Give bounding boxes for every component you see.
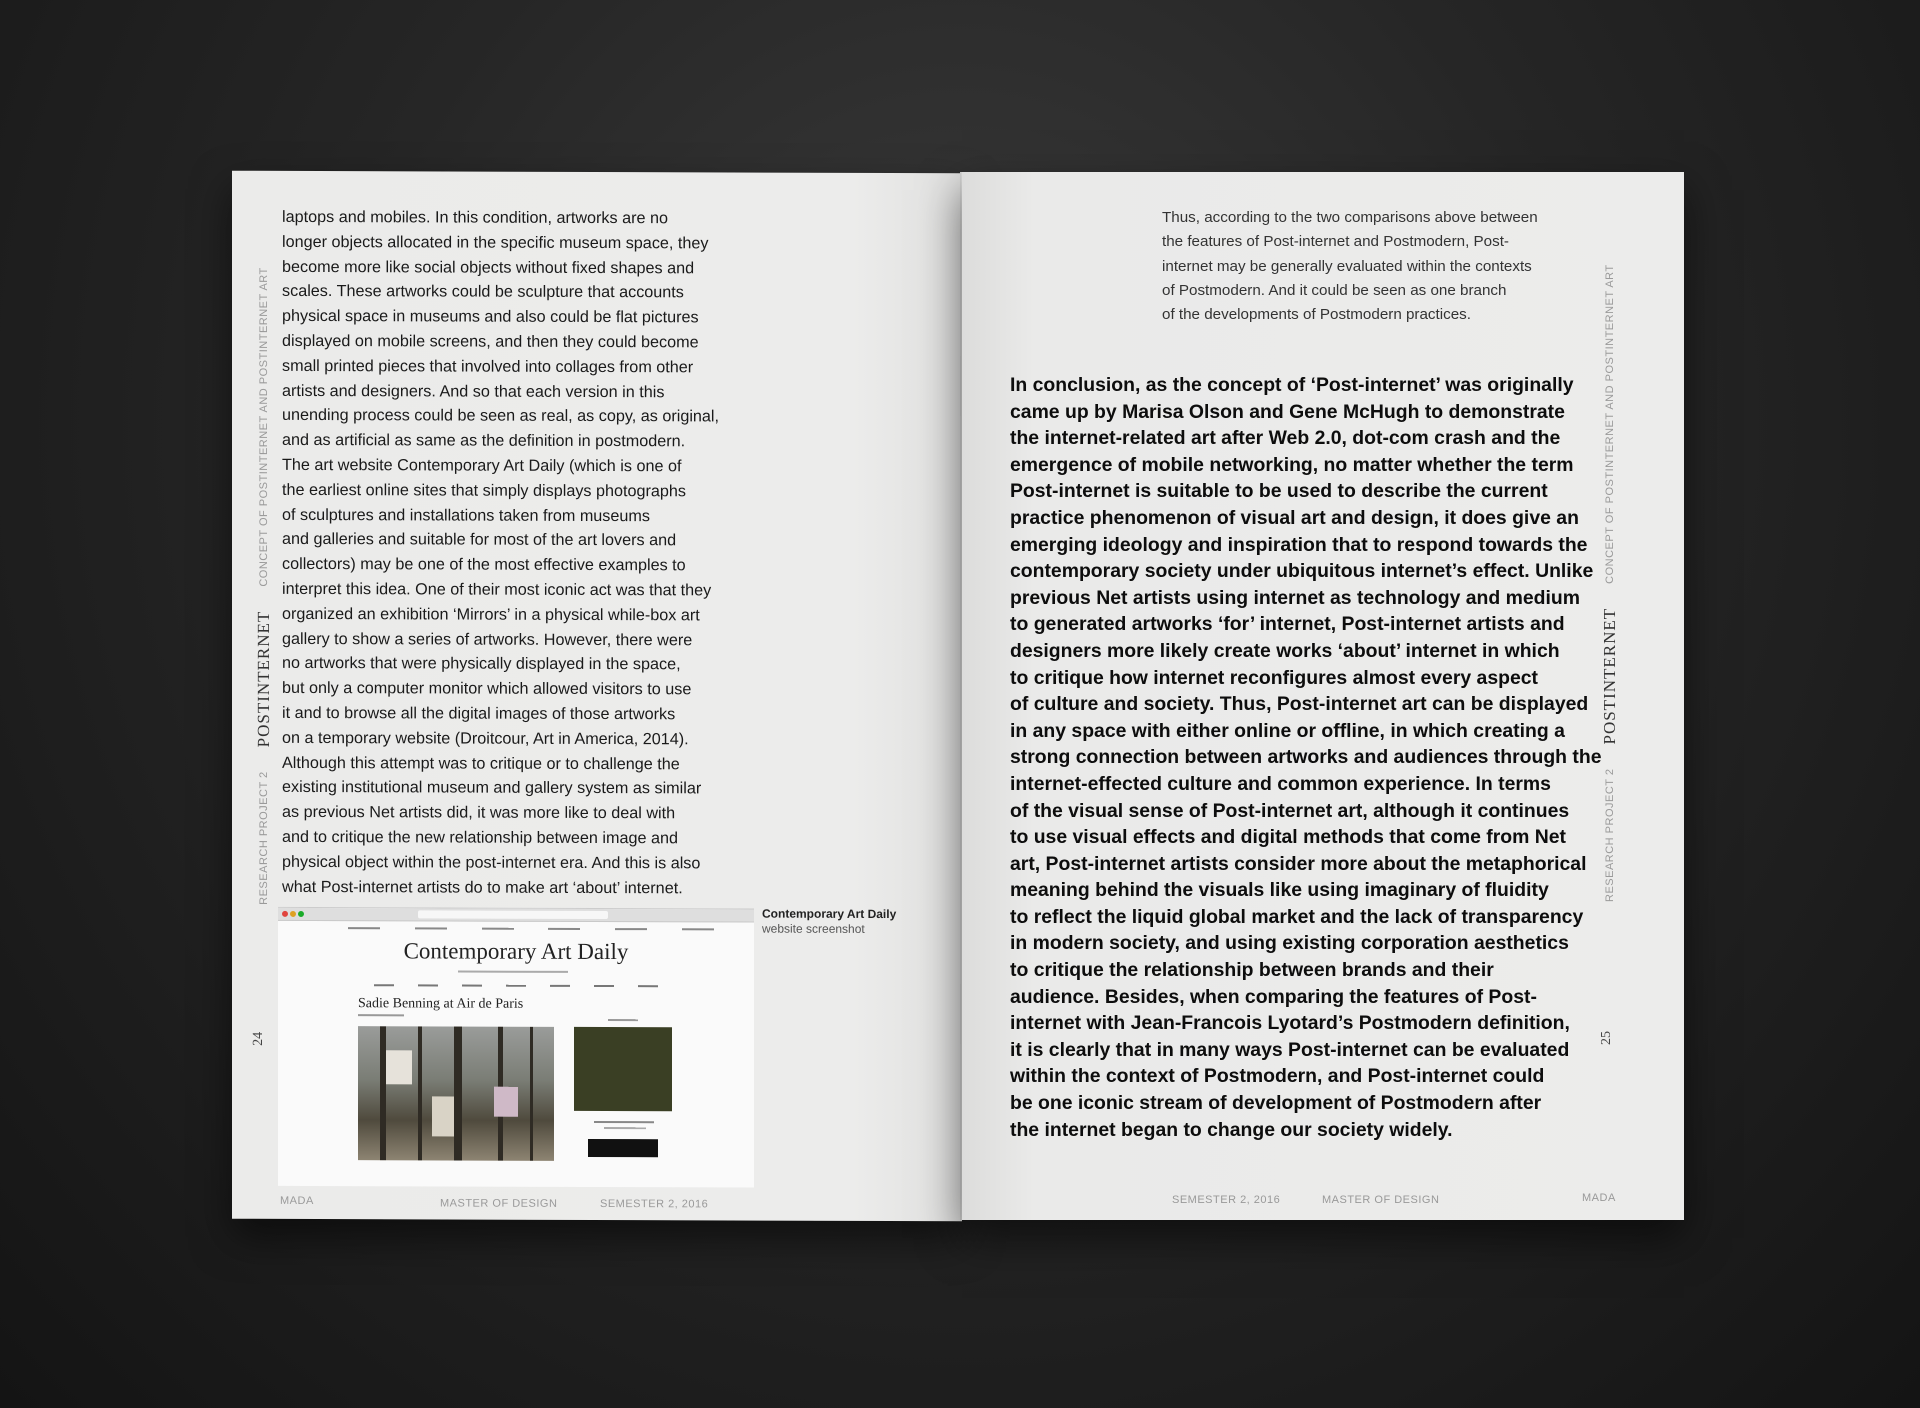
staple bbox=[960, 984, 965, 1044]
page-number: 25 bbox=[1599, 1031, 1614, 1045]
left-sidebar bbox=[254, 267, 274, 905]
left-page bbox=[232, 171, 962, 1222]
website-screenshot bbox=[278, 907, 754, 1188]
post-image bbox=[358, 1026, 554, 1161]
footer-mada: MADA bbox=[280, 1194, 314, 1208]
sidebar-project: RESEARCH PROJECT 2 bbox=[258, 771, 270, 905]
intro-text: Thus, according to the two comparisons above between the features of Post-internet and Postmodern, Post- internet may be generally evaluated within the contexts of Postmodern. And it could be seen as one branch of the developments of Postmodern practices. bbox=[1162, 209, 1538, 324]
caption-sub: website screenshot bbox=[762, 921, 865, 936]
ad-block bbox=[574, 1027, 672, 1111]
browser-bar bbox=[278, 908, 754, 923]
sidebar-concept: CONCEPT OF POSTINTERNET AND POSTINTERNET ART bbox=[258, 267, 270, 587]
body-text: laptops and mobiles. In this condition, artworks are no longer objects allocated in the specific museum space, they become more like social objects without fixed shapes and scales. These artworks could be sculpture that accounts physical space in museums and also could be flat pictures displayed on mobile screens, and then they could become small printed pieces that involved into collages from other artists and designers. And so that each version in this unending process could be seen as real, as copy, as original, and as artificial as same as the definition in postmodern. The art website Contemporary Art Daily (which is one of the earliest online sites that simply displays photographs of sculptures and installations taken from museums and galleries and suitable for most of the art lovers and collectors) may be one of the most effective examples to interpret this idea. One of their most iconic act was that they organized an exhibition ‘Mirrors’ in a physical while-box art gallery to show a series of artworks. However, there were no artworks that were physically displayed in the space, but only a computer monitor which allowed visitors to use it and to browse all the digital images of those artworks on a temporary website (Droitcour, Art in America, 2014). Although this attempt was to critique or to challenge the existing institutional museum and gallery system as similar as previous Net artists did, it was more like to deal with and to critique the new relationship between image and physical object within the post-internet era. And this is also what Post-internet artists do to make art ‘about’ internet. bbox=[282, 207, 720, 897]
footer-semester: SEMESTER 2, 2016 bbox=[1172, 1194, 1281, 1206]
caption-title: Contemporary Art Daily bbox=[762, 906, 897, 922]
conclusion-text: In conclusion, as the concept of ‘Post-internet’ was originally came up by Marisa Olson and Gene McHugh to demonstrate the internet-related art after Web 2.0, dot-com crash and the emergence of mobile networking, no matter whether the term Post-internet is suitable to be used to describe the current practice phenomenon of visual art and design, it does give an emerging ideology and inspiration that to respond towards the contemporary society under ubiquitous internet’s effect. Unlike previous Net artists using internet as technology and medium to generated artworks ‘for’ internet, Post-internet artists and designers more likely create works ‘about’ internet in which to critique how internet reconfigures almost every aspect of culture and society. Thus, Post-internet art can be displayed in any space with either online or offline, in which creating a strong connection between artworks and audiences through the internet-effected culture and common experience. In terms of the visual sense of Post-internet art, although it continues to use visual effects and digital methods that come from Net art, Post-internet artists consider more about the metaphorical meaning behind the visuals like using imaginary of fluidity to reflect the liquid global market and the lack of transparency in modern society, and using existing corporation aesthetics to critique the relationship between brands and their audience. Besides, when comparing the features of Post- internet with Jean-Francois Lyotard’s Postmodern definition, it is clearly that in many ways Post-internet can be evaluated within the context of Postmodern, and Post-internet could be one iconic stream of development of Postmodern after the internet began to change our society widely. bbox=[1010, 374, 1602, 1141]
sidebar-title: POSTINTERNET bbox=[254, 610, 273, 748]
magazine-spread bbox=[232, 172, 1684, 1220]
site-title: Contemporary Art Daily bbox=[403, 938, 629, 965]
footer-mada: MADA bbox=[1582, 1192, 1616, 1204]
page-number: 24 bbox=[251, 1031, 266, 1046]
footer-master: MASTER OF DESIGN bbox=[440, 1197, 558, 1210]
sidebar-title: POSTINTERNET bbox=[1600, 607, 1619, 745]
site-menu bbox=[374, 984, 658, 987]
right-page bbox=[962, 172, 1684, 1220]
staple bbox=[960, 356, 965, 416]
post-title: Sadie Benning at Air de Paris bbox=[358, 996, 524, 1012]
footer-master: MASTER OF DESIGN bbox=[1322, 1194, 1440, 1206]
sidebar-concept: CONCEPT OF POSTINTERNET AND POSTINTERNET ART bbox=[1604, 264, 1616, 584]
site-nav bbox=[348, 924, 714, 933]
right-sidebar bbox=[1600, 264, 1620, 902]
sidebar-project: RESEARCH PROJECT 2 bbox=[1604, 768, 1616, 902]
footer-semester: SEMESTER 2, 2016 bbox=[600, 1198, 709, 1211]
image-caption bbox=[762, 907, 896, 937]
